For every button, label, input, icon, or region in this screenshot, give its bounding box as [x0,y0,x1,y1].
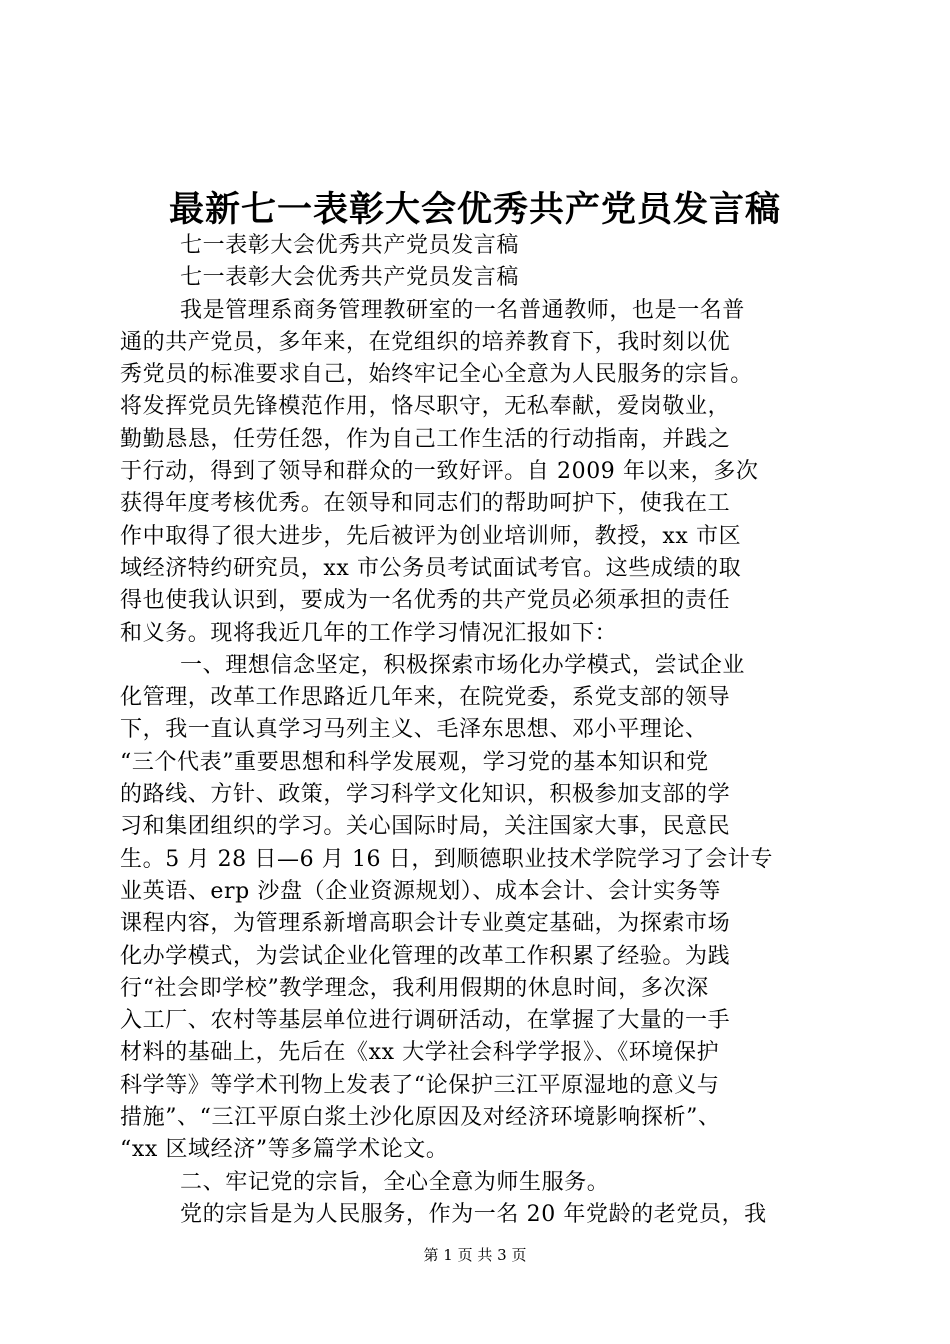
text-line: 下，我一直认真学习马列主义、毛泽东思想、邓小平理论、 [120,717,708,743]
text-line: 二、牢记党的宗旨，全心全意为师生服务。 [180,1169,610,1195]
text-line: 域经济特约研究员，xx 市公务员考试面试考官。这些成绩的取 [120,555,742,581]
text-line: 的路线、方针、政策，学习科学文化知识，积极参加支部的学 [120,782,731,808]
text-line: 业英语、erp 沙盘（企业资源规划）、成本会计、会计实务等 [120,878,722,904]
text-line: 一、理想信念坚定，积极探索市场化办学模式，尝试企业 [180,652,746,678]
text-line: 课程内容，为管理系新增高职会计专业奠定基础，为探索市场 [120,911,731,937]
document-title: 最新七一表彰大会优秀共产党员发言稿 [168,190,781,230]
text-line: 化办学模式，为尝试企业化管理的改革工作积累了经验。为践 [120,943,731,969]
text-line: 措施”、“三江平原白浆土沙化原因及对经济环境影响探析”、 [120,1105,721,1131]
text-line: 和义务。现将我近几年的工作学习情况汇报如下： [120,620,618,646]
text-line: 七一表彰大会优秀共产党员发言稿 [180,233,520,258]
text-line: 勤勤恳恳，任劳任怨，作为自己工作生活的行动指南，并践之 [120,426,731,452]
text-line: 作中取得了很大进步，先后被评为创业培训师，教授，xx 市区 [120,523,742,549]
text-line: 行“社会即学校”教学理念，我利用假期的休息时间，多次深 [120,975,709,1001]
text-line: 我是管理系商务管理教研室的一名普通教师，也是一名普 [180,297,746,323]
text-line: 生。5 月 28 日—6 月 16 日，到顺德职业技术学院学习了会计专 [120,846,773,872]
text-line: 得也使我认识到，要成为一名优秀的共产党员必须承担的责任 [120,588,731,614]
text-line: “xx 区域经济”等多篇学术论文。 [120,1137,449,1163]
text-line: 秀党员的标准要求自己，始终牢记全心全意为人民服务的宗旨。 [120,362,753,388]
text-line: “三个代表”重要思想和科学发展观，学习党的基本知识和党 [120,749,709,775]
text-line: 通的共产党员，多年来，在党组织的培养教育下，我时刻以优 [120,329,731,355]
text-line: 将发挥党员先锋模范作用，恪尽职守，无私奉献，爱岗敬业， [120,394,731,420]
text-line: 七一表彰大会优秀共产党员发言稿 [180,265,520,291]
text-line: 于行动，得到了领导和群众的一致好评。自 2009 年以来，多次 [120,459,759,485]
text-line: 党的宗旨是为人民服务，作为一名 20 年党龄的老党员，我 [180,1201,767,1227]
text-line: 入工厂、农村等基层单位进行调研活动，在掌握了大量的一手 [120,1008,731,1034]
page-footer: 第 1 页 共 3 页 [423,1246,527,1264]
text-line: 科学等》等学术刊物上发表了“论保护三江平原湿地的意义与 [120,1072,720,1098]
text-line: 材料的基础上，先后在《xx 大学社会科学学报》、《环境保护 [120,1040,720,1066]
document-body [120,230,832,1231]
text-line: 化管理，改革工作思路近几年来，在院党委，系党支部的领导 [120,685,731,711]
text-line: 获得年度考核优秀。在领导和同志们的帮助呵护下，使我在工 [120,491,731,517]
text-line: 习和集团组织的学习。关心国际时局，关注国家大事，民意民 [120,814,731,840]
